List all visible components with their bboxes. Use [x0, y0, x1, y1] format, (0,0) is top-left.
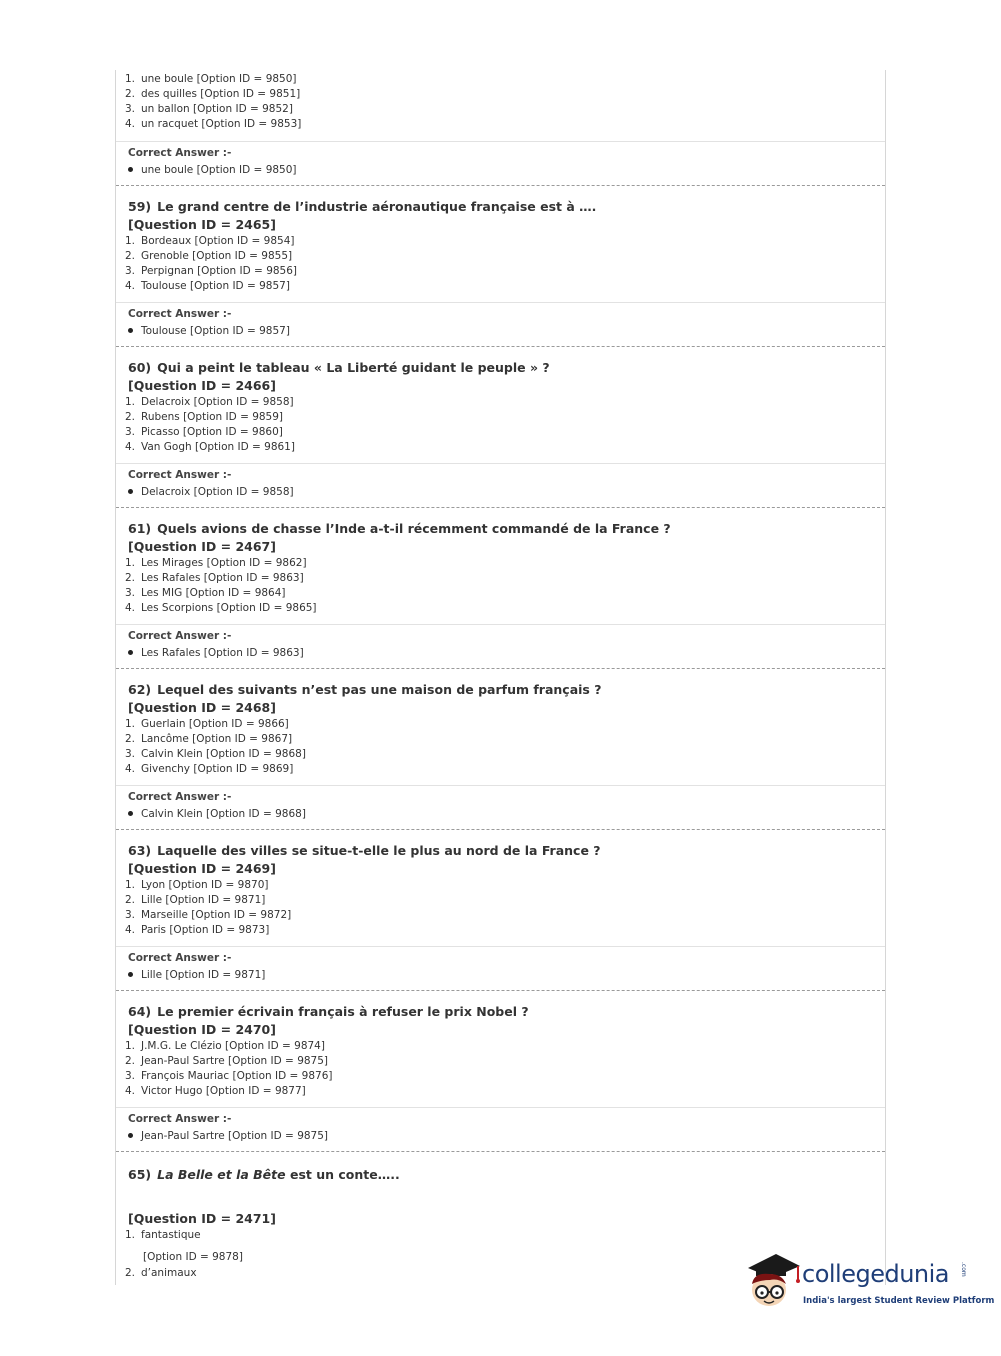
bullet-icon [128, 489, 133, 494]
options-list [125, 1228, 201, 1243]
bullet-icon [128, 167, 133, 172]
option-item: 3. Marseille [Option ID = 9872] [125, 909, 292, 921]
question-divider [116, 668, 885, 669]
correct-answer-label: Correct Answer :- [128, 469, 232, 481]
separator [116, 302, 885, 303]
options-list [125, 395, 295, 455]
options-list [125, 234, 297, 294]
collegedunia-logo [742, 1250, 995, 1315]
option-item: 3. Picasso [Option ID = 9860] [125, 426, 283, 438]
question-title: 63) Laquelle des villes se situe-t-elle le plus au nord de la France ? [128, 843, 601, 858]
question-id: [Question ID = 2467] [128, 539, 276, 554]
question-title: 60) Qui a peint le tableau « La Liberté guidant le peuple » ? [128, 360, 550, 375]
option-item: 3. un ballon [Option ID = 9852] [125, 103, 293, 115]
option-item: 3. Les MIG [Option ID = 9864] [125, 587, 286, 599]
option-item: 1. une boule [Option ID = 9850] [125, 73, 297, 85]
option-item: 2. Les Rafales [Option ID = 9863] [125, 572, 304, 584]
option-item: 3. François Mauriac [Option ID = 9876] [125, 1070, 333, 1082]
option-item: 1. fantastique [125, 1229, 201, 1241]
question-title: 65) La Belle et la Bête est un conte….. [128, 1167, 400, 1182]
logo-wordmark: collegedunia [802, 1260, 950, 1288]
bullet-icon [128, 328, 133, 333]
question-divider [116, 185, 885, 186]
logo-tagline: India's largest Student Review Platform [803, 1296, 995, 1306]
question-title: 62) Lequel des suivants n’est pas une maison de parfum français ? [128, 682, 602, 697]
correct-answer-value: Les Rafales [Option ID = 9863] [128, 647, 304, 659]
question-id: [Question ID = 2469] [128, 861, 276, 876]
option-item: 4. un racquet [Option ID = 9853] [125, 118, 302, 130]
correct-answer-label: Correct Answer :- [128, 147, 232, 159]
option-item: 4. Les Scorpions [Option ID = 9865] [125, 602, 317, 614]
separator [116, 946, 885, 947]
logo-suffix: .com [960, 1262, 967, 1277]
option-item: 2. d’animaux [125, 1267, 197, 1279]
option-item: 1. J.M.G. Le Clézio [Option ID = 9874] [125, 1040, 325, 1052]
bullet-icon [128, 811, 133, 816]
question-divider [116, 346, 885, 347]
question-id: [Question ID = 2466] [128, 378, 276, 393]
separator [116, 785, 885, 786]
options-list [125, 717, 306, 777]
separator [116, 1107, 885, 1108]
option-item: 2. Grenoble [Option ID = 9855] [125, 250, 293, 262]
option-id: [Option ID = 9878] [143, 1251, 243, 1263]
option-item: 4. Van Gogh [Option ID = 9861] [125, 441, 295, 453]
correct-answer-label: Correct Answer :- [128, 630, 232, 642]
separator [116, 463, 885, 464]
option-item: 2. Rubens [Option ID = 9859] [125, 411, 284, 423]
correct-answer-value: Calvin Klein [Option ID = 9868] [128, 808, 306, 820]
separator [116, 624, 885, 625]
option-item: 4. Victor Hugo [Option ID = 9877] [125, 1085, 306, 1097]
option-item: 3. Calvin Klein [Option ID = 9868] [125, 748, 306, 760]
correct-answer-value: Jean-Paul Sartre [Option ID = 9875] [128, 1130, 328, 1142]
options-list [125, 72, 301, 132]
correct-answer-value: Toulouse [Option ID = 9857] [128, 325, 290, 337]
question-title: 59) Le grand centre de l’industrie aéronautique française est à …. [128, 199, 597, 214]
option-item: 1. Les Mirages [Option ID = 9862] [125, 557, 307, 569]
bullet-icon [128, 972, 133, 977]
correct-answer-value: Lille [Option ID = 9871] [128, 969, 265, 981]
question-divider [116, 1151, 885, 1152]
option-item: 4. Toulouse [Option ID = 9857] [125, 280, 290, 292]
option-item: 4. Paris [Option ID = 9873] [125, 924, 270, 936]
question-id: [Question ID = 2468] [128, 700, 276, 715]
options-list [125, 1039, 332, 1099]
option-item: 1. Guerlain [Option ID = 9866] [125, 718, 289, 730]
question-id: [Question ID = 2465] [128, 217, 276, 232]
option-item: 1. Lyon [Option ID = 9870] [125, 879, 269, 891]
option-item: 1. Delacroix [Option ID = 9858] [125, 396, 294, 408]
option-item: 2. Lille [Option ID = 9871] [125, 894, 266, 906]
correct-answer-label: Correct Answer :- [128, 308, 232, 320]
question-divider [116, 829, 885, 830]
mascot-icon [742, 1250, 802, 1312]
question-title: 64) Le premier écrivain français à refuser le prix Nobel ? [128, 1004, 529, 1019]
bullet-icon [128, 1133, 133, 1138]
option-item: 3. Perpignan [Option ID = 9856] [125, 265, 298, 277]
option-item: 1. Bordeaux [Option ID = 9854] [125, 235, 295, 247]
correct-answer-label: Correct Answer :- [128, 791, 232, 803]
correct-answer-label: Correct Answer :- [128, 1113, 232, 1125]
option-item: 4. Givenchy [Option ID = 9869] [125, 763, 294, 775]
correct-answer-value: Delacroix [Option ID = 9858] [128, 486, 294, 498]
options-list [125, 878, 291, 938]
bullet-icon [128, 650, 133, 655]
question-id: [Question ID = 2471] [128, 1211, 276, 1226]
correct-answer-value: une boule [Option ID = 9850] [128, 164, 297, 176]
question-title: 61) Quels avions de chasse l’Inde a-t-il récemment commandé de la France ? [128, 521, 671, 536]
options-list [125, 1266, 197, 1281]
option-item: 2. Lancôme [Option ID = 9867] [125, 733, 293, 745]
question-divider [116, 990, 885, 991]
options-list [125, 556, 317, 616]
question-id: [Question ID = 2470] [128, 1022, 276, 1037]
option-item: 2. des quilles [Option ID = 9851] [125, 88, 301, 100]
question-divider [116, 507, 885, 508]
document-frame [115, 70, 886, 1285]
separator [116, 141, 885, 142]
option-item: 2. Jean-Paul Sartre [Option ID = 9875] [125, 1055, 329, 1067]
correct-answer-label: Correct Answer :- [128, 952, 232, 964]
